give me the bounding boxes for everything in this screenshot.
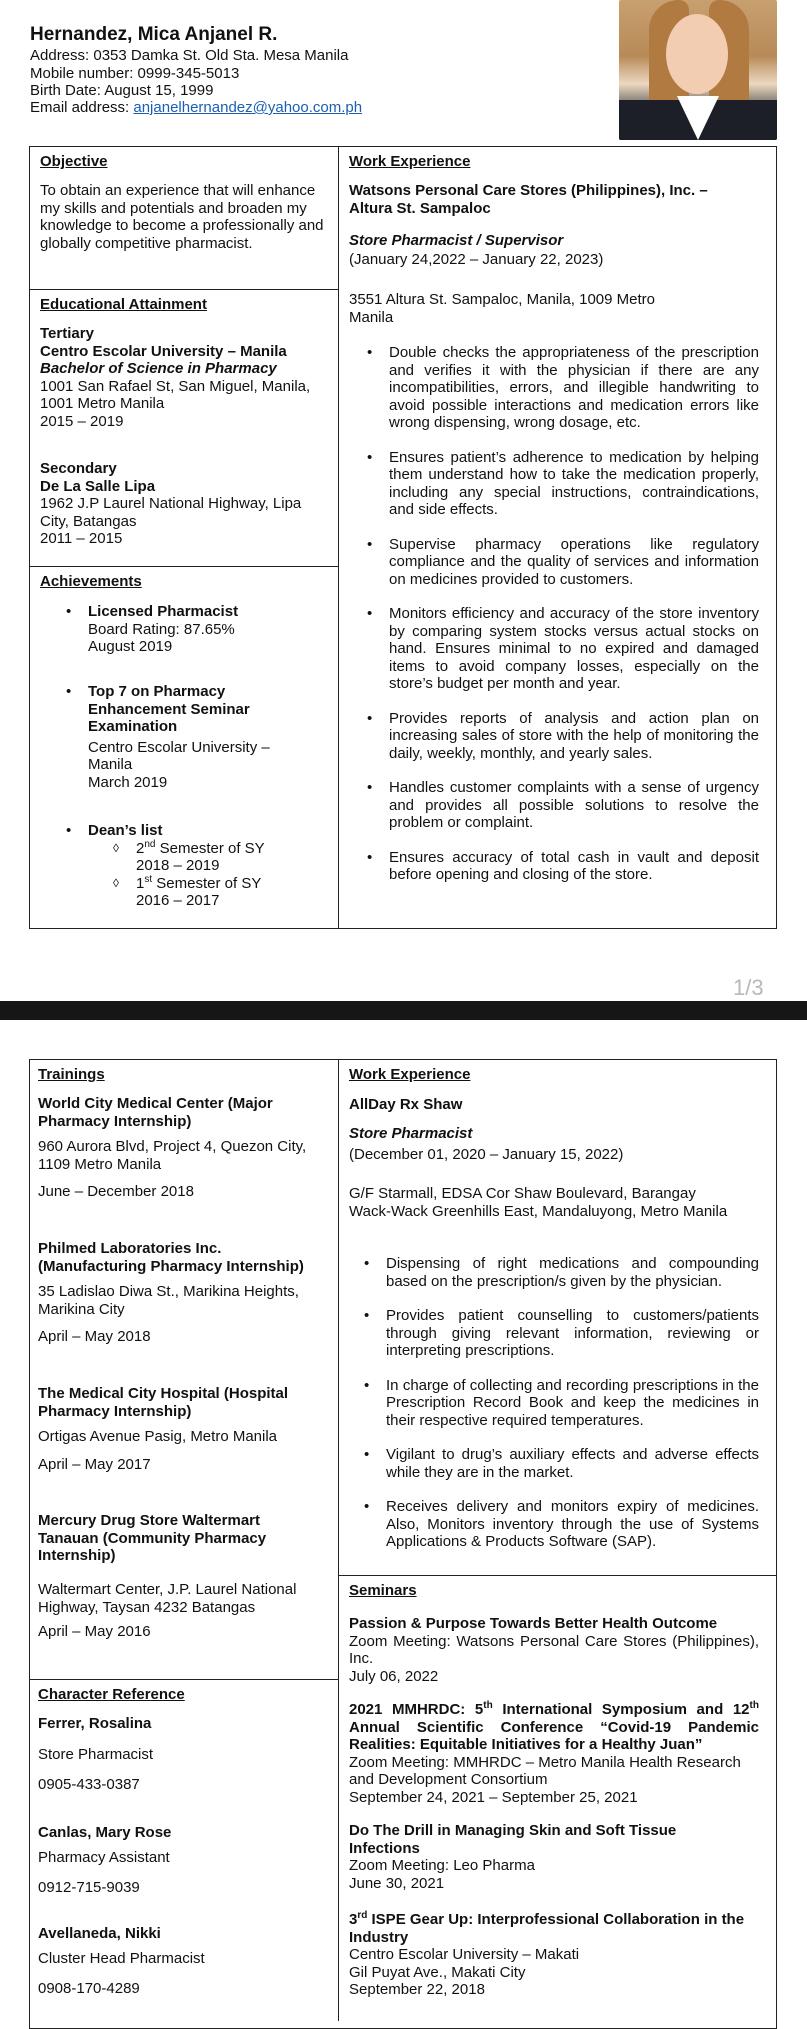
- work-experience-heading: Work Experience: [349, 153, 471, 170]
- objective-heading: Objective: [40, 153, 108, 170]
- seminars-heading: Seminars: [349, 1582, 417, 1599]
- achievement-date: March 2019: [88, 773, 168, 791]
- duty-item: • Provides reports of analysis and action plan on increasing sales of store with the help of monitoring the daily, weekly, monthly, and yearly sales.: [367, 709, 759, 762]
- duty-item: • Dispensing of right medications and compounding based on the prescription/s given by the physician.: [364, 1255, 759, 1290]
- job-duties-list: [364, 1255, 759, 1551]
- duty-item: • Monitors efficiency and accuracy of the store inventory by comparing system stocks versus actual stocks on hand. Ensures minimal to no expired and damaged items to avoid company losses, especially on the store’s budget per month and year.: [367, 605, 759, 692]
- section-divider: [29, 566, 339, 567]
- secondary-address: City, Batangas: [40, 512, 137, 530]
- seminar-item: 2021 MMHRDC: 5th International Symposium and 12th Annual Scientific Conference “Covid-19 Pandemic Realities: Equitable Initiatives for a Healthy Juan” Zoom Meeting: MMHRDC – Metro Manila Health Research and Development Consortium September 24, 2021 – September 25, 2021: [349, 1700, 759, 1806]
- seminar-item: Do The Drill in Managing Skin and Soft Tissue Infections Zoom Meeting: Leo Pharma June 30, 2021: [349, 1822, 677, 1892]
- achievement-title: Examination: [88, 718, 178, 735]
- work-experience-heading: Work Experience: [349, 1066, 471, 1083]
- training-item: Mercury Drug Store Waltermart Tanauan (Community Pharmacy Internship): [38, 1512, 267, 1564]
- training-item: World City Medical Center (Major Pharmacy Internship) 960 Aurora Blvd, Project 4, Quezon City, 1109 Metro Manila June – December 2018: [38, 1095, 307, 1200]
- job-dates: (December 01, 2020 – January 15, 2022): [349, 1146, 624, 1163]
- bullet-icon: •: [367, 448, 373, 466]
- section-divider: [338, 1575, 777, 1576]
- bullet-icon: •: [367, 344, 373, 361]
- applicant-name: Hernandez, Mica Anjanel R.: [30, 24, 278, 45]
- achievement-item: • Dean’s list ◊ 2nd Semester of SY 2018 – 2019 ◊ 1st Semester of SY 2016 – 2017: [88, 822, 333, 910]
- job-dates: (January 24,2022 – January 22, 2023): [349, 251, 604, 268]
- training-item: Philmed Laboratories Inc. (Manufacturing Pharmacy Internship) 35 Ladislao Diwa St., Marikina Heights, Marikina City April – May 2018: [38, 1240, 304, 1345]
- address-line: Address: 0353 Damka St. Old Sta. Mesa Manila: [30, 47, 349, 64]
- secondary-block: [40, 460, 335, 548]
- tertiary-degree: Bachelor of Science in Pharmacy: [40, 360, 277, 377]
- achievement-title: Licensed Pharmacist: [88, 603, 239, 620]
- training-item: Waltermart Center, J.P. Laurel National Highway, Taysan 4232 Batangas April – May 2016: [38, 1581, 297, 1640]
- bullet-icon: •: [367, 709, 373, 727]
- job-position: Store Pharmacist: [349, 1125, 473, 1142]
- seminar-item: 3rd ISPE Gear Up: Interprofessional Collaboration in the Industry Centro Escolar University – Makati Gil Puyat Ave., Makati City September 22, 2018: [349, 1910, 745, 1998]
- bullet-icon: •: [364, 1446, 370, 1463]
- achievement-item: • Top 7 on Pharmacy Enhancement Seminar Examination Centro Escolar University – Manila March 2019: [88, 683, 333, 791]
- reference-item: Ferrer, Rosalina Store Pharmacist 0905-433-0387: [38, 1715, 154, 1793]
- education-heading: Educational Attainment: [40, 296, 207, 313]
- column-divider: [338, 146, 339, 929]
- duty-item: • Double checks the appropriateness of the prescription and verifies it with the physician if there are any incompatibilities, errors, and illegible handwriting to avoid possible interactions and medication errors like wrong dispensing, wrong dosage, etc.: [367, 344, 759, 431]
- bullet-icon: •: [367, 535, 373, 553]
- duty-item: • Provides patient counselling to customers/patients through giving relevant information, reviewing or interpreting prescriptions.: [364, 1307, 759, 1359]
- job-address: 3551 Altura St. Sampaloc, Manila, 1009 Metro Manila: [349, 291, 656, 326]
- job-position: Store Pharmacist / Supervisor: [349, 232, 564, 249]
- bullet-icon: •: [364, 1307, 370, 1324]
- secondary-years: 2011 – 2015: [40, 530, 123, 547]
- duty-item: • In charge of collecting and recording prescriptions in the Prescription Record Book and keep the medicines in their respective required temperatures.: [364, 1376, 759, 1429]
- job-duties-list: [367, 344, 759, 884]
- objective-text: To obtain an experience that will enhance my skills and potentials and broaden my knowledge to become a professionally and globally competitive pharmacist.: [40, 182, 324, 252]
- duty-item: • Handles customer complaints with a sense of urgency and provides all possible solutions to resolve the problem or complaint.: [367, 779, 759, 831]
- achievement-item: • Licensed Pharmacist Board Rating: 87.65% August 2019: [88, 603, 333, 656]
- secondary-level: Secondary: [40, 460, 117, 477]
- bullet-icon: •: [367, 605, 373, 622]
- deans-list-entry: ◊ 2nd Semester of SY 2018 – 2019: [113, 838, 265, 874]
- email-link[interactable]: anjanelhernandez@yahoo.com.ph: [133, 99, 363, 116]
- achievements-heading: Achievements: [40, 573, 142, 590]
- duty-item: • Supervise pharmacy operations like regulatory compliance and the quality of services and information on medicines provided to customers.: [367, 535, 759, 588]
- trainings-heading: Trainings: [38, 1066, 105, 1083]
- character-reference-heading: Character Reference: [38, 1686, 185, 1703]
- page-divider: [0, 1001, 807, 1020]
- seminar-item: Passion & Purpose Towards Better Health Outcome Zoom Meeting: Watsons Personal Care Stores (Philippines), Inc. July 06, 2022: [349, 1615, 759, 1685]
- tertiary-address: 1001 San Rafael St, San Miguel, Manila,: [40, 377, 311, 395]
- achievement-title: Top 7 on Pharmacy: [88, 683, 226, 700]
- achievement-title: Dean’s list: [88, 822, 163, 839]
- employer-name: Watsons Personal Care Stores (Philippines), Inc. – Altura St. Sampaloc: [349, 182, 708, 217]
- column-divider: [338, 1059, 339, 2021]
- secondary-school: De La Salle Lipa: [40, 477, 156, 495]
- email-line: [30, 99, 362, 117]
- tertiary-address: 1001 Metro Manila: [40, 395, 165, 412]
- achievement-title: Enhancement Seminar: [88, 700, 250, 718]
- birthdate-line: Birth Date: August 15, 1999: [30, 82, 214, 99]
- duty-item: • Vigilant to drug’s auxiliary effects and adverse effects while they are in the market.: [364, 1446, 759, 1481]
- mobile-line: Mobile number: 0999-345-5013: [30, 65, 240, 82]
- profile-photo: [619, 0, 777, 140]
- achievement-detail: Centro Escolar University –: [88, 738, 270, 756]
- email-label: Email address:: [30, 99, 134, 116]
- tertiary-level: Tertiary: [40, 325, 94, 342]
- deans-list-entry: ◊ 1st Semester of SY 2016 – 2017: [113, 873, 262, 909]
- duty-item: • Ensures accuracy of total cash in vault and deposit before opening and closing of the store.: [367, 848, 759, 883]
- reference-item: Canlas, Mary Rose Pharmacy Assistant 0912-715-9039: [38, 1824, 172, 1896]
- bullet-icon: •: [364, 1255, 370, 1272]
- tertiary-block: [40, 325, 335, 430]
- bullet-icon: •: [364, 1498, 370, 1515]
- tertiary-school: Centro Escolar University – Manila: [40, 342, 287, 360]
- section-divider: [29, 1679, 339, 1680]
- page-indicator: 1/3: [733, 975, 764, 1000]
- bullet-icon: •: [367, 848, 373, 866]
- reference-item: Avellaneda, Nikki Cluster Head Pharmacist 0908-170-4289: [38, 1925, 205, 1997]
- job-address: G/F Starmall, EDSA Cor Shaw Boulevard, Barangay Wack-Wack Greenhills East, Mandaluyong, Metro Manila: [349, 1185, 728, 1220]
- duty-item: • Ensures patient’s adherence to medication by helping them understand how to take the medication properly, including any special instructions, contraindications, and side effects.: [367, 448, 759, 518]
- training-item: The Medical City Hospital (Hospital Pharmacy Internship) Ortigas Avenue Pasig, Metro Manila April – May 2017: [38, 1385, 289, 1473]
- achievement-date: August 2019: [88, 638, 173, 655]
- bullet-icon: •: [364, 1376, 370, 1394]
- duty-item: • Receives delivery and monitors expiry of medicines. Also, Monitors inventory through the use of Systems Applications & Products Software (SAP).: [364, 1498, 759, 1550]
- secondary-address: 1962 J.P Laurel National Highway, Lipa: [40, 495, 302, 512]
- section-divider: [29, 289, 339, 290]
- achievement-detail: Board Rating: 87.65%: [88, 620, 235, 638]
- employer-name: AllDay Rx Shaw: [349, 1096, 463, 1113]
- achievement-detail: Manila: [88, 756, 133, 773]
- tertiary-years: 2015 – 2019: [40, 412, 124, 430]
- bullet-icon: •: [367, 779, 373, 796]
